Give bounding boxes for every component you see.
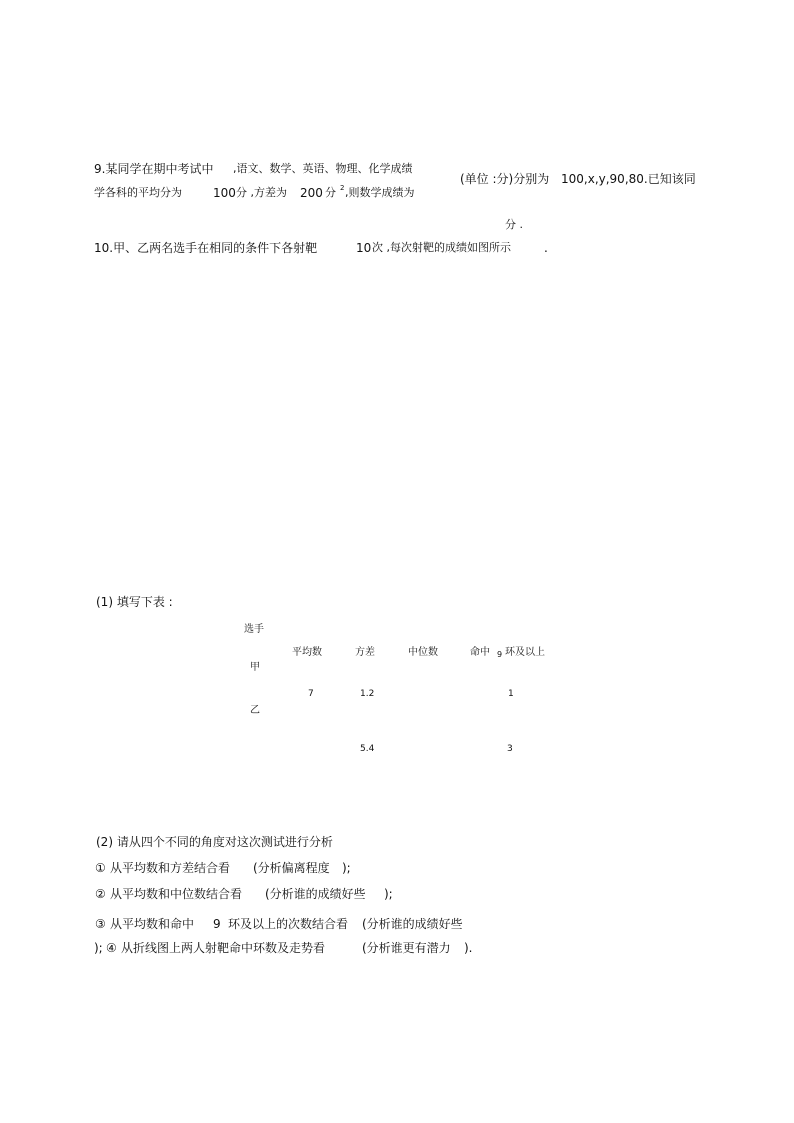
table-header-rings: 环及以上 [505, 647, 545, 658]
row-jia-variance: 1.2 [360, 689, 375, 699]
q10-period: . [544, 241, 548, 255]
item4-number: ④ [106, 941, 117, 955]
row-name-yi: 乙 [250, 705, 260, 716]
q9-line2-a: 学各科的平均分为 [94, 186, 182, 199]
q9-line2-d: ,则数学成绩为 [345, 186, 415, 199]
row-jia-mean: 7 [308, 689, 314, 699]
q9-line2-c: 分 [325, 186, 336, 199]
table-header-nine: 9 [497, 650, 503, 659]
q9-line1-b: ,语文、数学、英语、物理、化学成绩 [233, 162, 413, 175]
item3-nine: 9 [213, 917, 221, 931]
item3-paren: (分析谁的成绩好些 [362, 917, 463, 931]
table-header-mean: 平均数 [292, 647, 322, 658]
table-header-median: 中位数 [408, 647, 438, 658]
row-yi-variance: 5.4 [360, 744, 375, 754]
item2-text: 从平均数和中位数结合看 [110, 887, 243, 901]
item2-end: ); [384, 887, 393, 901]
part1-title: (1) 填写下表 : [96, 595, 173, 609]
item4-prefix: ); [94, 941, 103, 955]
item2-number: ② [95, 887, 106, 901]
q9-superscript: 2 [340, 184, 345, 192]
table-corner-header: 选手 [244, 624, 264, 635]
item4-text: 从折线图上两人射靶命中环数及走势看 [121, 941, 326, 955]
item1-number: ① [95, 861, 106, 875]
item4-paren: (分析谁更有潜力 [362, 941, 451, 955]
item1-text: 从平均数和方差结合看 [110, 861, 231, 875]
q9-variance-value: 200 [300, 186, 323, 200]
row-jia-hits9: 1 [508, 689, 514, 699]
row-yi-hits9: 3 [507, 744, 513, 754]
part2-title: (2) 请从四个不同的角度对这次测试进行分析 [96, 835, 333, 849]
q9-line2-b: 分 ,方差为 [236, 186, 287, 199]
item3-text-a: 从平均数和命中 [110, 917, 195, 931]
q9-mean-value: 100 [213, 186, 236, 200]
q10-line-b: 次 ,每次射靶的成绩如图所示 [372, 241, 511, 254]
item3-number: ③ [95, 917, 106, 931]
q10-count: 10 [356, 241, 372, 255]
q9-unit: (单位 :分)分别为 [460, 172, 550, 186]
item1-end: ); [342, 861, 351, 875]
item3-text-b: 环及以上的次数结合看 [228, 917, 349, 931]
item1-paren: (分析偏离程度 [253, 861, 330, 875]
item4-end: ). [464, 941, 473, 955]
table-header-hits: 命中 [470, 647, 490, 658]
q9-line1-a: 9.某同学在期中考试中 [94, 162, 214, 176]
q10-line-a: 10.甲、乙两名选手在相同的条件下各射靶 [94, 241, 318, 255]
table-header-variance: 方差 [355, 647, 375, 658]
row-name-jia: 甲 [250, 662, 260, 673]
item2-paren: (分析谁的成绩好些 [265, 887, 366, 901]
q9-answer-tail: 分 . [505, 218, 523, 231]
q9-values: 100,x,y,90,80.已知该同 [561, 172, 696, 186]
